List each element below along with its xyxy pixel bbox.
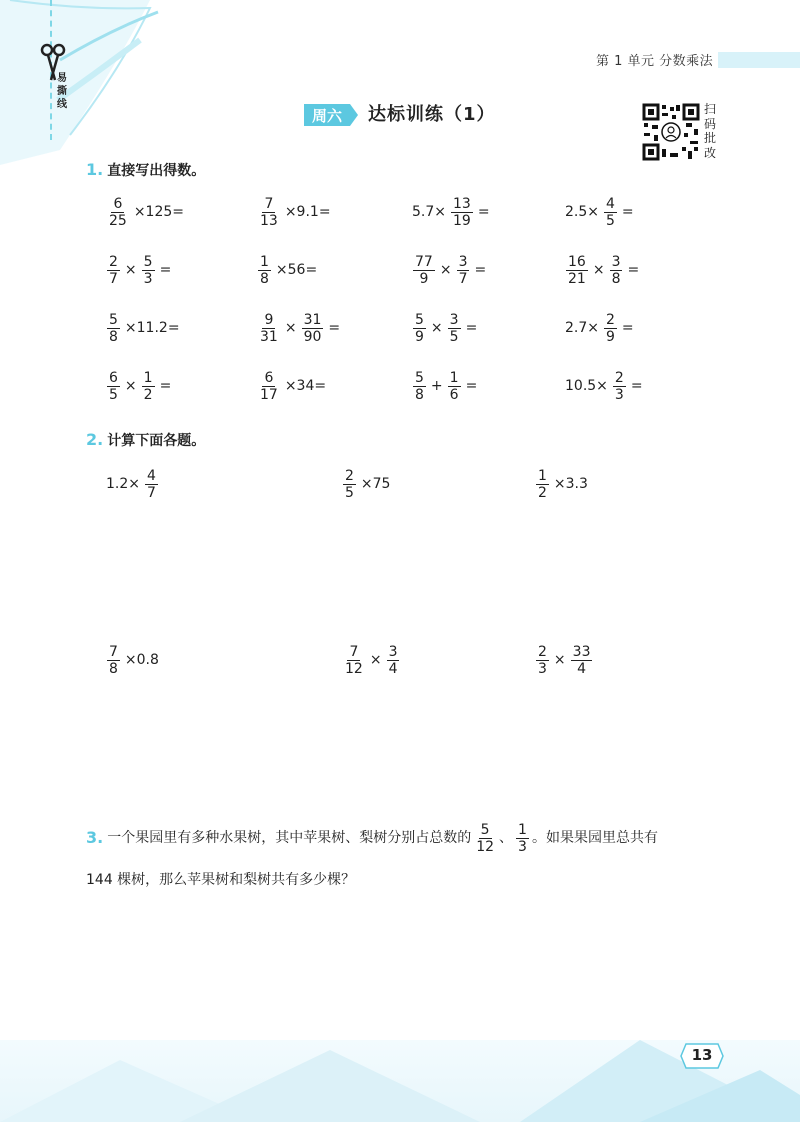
- math-expression: [563, 366, 645, 406]
- expression-text: =: [465, 320, 478, 336]
- math-expression: [533, 464, 590, 504]
- numerator: 7: [349, 643, 359, 660]
- expression-text: =: [465, 378, 478, 394]
- fraction: [536, 468, 549, 501]
- denominator: 5: [606, 212, 615, 229]
- numerator: 33: [572, 643, 591, 660]
- page-title: 达标训练（1）: [368, 104, 496, 125]
- expression-text: =: [621, 320, 634, 336]
- fraction: [448, 312, 461, 345]
- denominator: 9: [415, 328, 424, 345]
- expression-text: ×11.2=: [124, 320, 180, 336]
- fraction: [604, 312, 617, 345]
- fraction: [457, 254, 470, 287]
- fraction: [448, 370, 461, 403]
- expression-text: ×: [592, 262, 605, 278]
- fraction: [387, 644, 400, 677]
- denominator: 9: [606, 328, 615, 345]
- numerator: 16: [568, 253, 586, 270]
- denominator: 8: [611, 270, 621, 287]
- denominator: 9: [419, 270, 429, 287]
- problem-text: 。如果果园里总共有: [531, 830, 658, 846]
- expression-text: =: [630, 378, 643, 394]
- denominator: 12: [476, 838, 495, 855]
- denominator: 7: [458, 270, 468, 287]
- math-expression: [104, 640, 161, 680]
- numerator: 31: [303, 311, 322, 328]
- numerator: 2: [538, 643, 547, 660]
- day-badge-label: 周六: [312, 107, 343, 125]
- fraction: [258, 254, 271, 287]
- numerator: 2: [109, 253, 118, 270]
- page-number: 13: [691, 1046, 713, 1064]
- expression-text: ×75: [360, 476, 391, 492]
- fraction: [613, 370, 626, 403]
- numerator: 6: [113, 195, 123, 212]
- numerator: 4: [606, 195, 615, 212]
- denominator: 8: [260, 270, 269, 287]
- fraction: [258, 196, 280, 229]
- section-heading-text: 计算下面各题。: [107, 433, 206, 449]
- numerator: 9: [264, 311, 274, 328]
- denominator: 4: [577, 660, 587, 677]
- numerator: 2: [614, 369, 624, 386]
- numerator: 2: [606, 311, 615, 328]
- expression-text: =: [477, 204, 490, 220]
- expression-text: ×: [369, 652, 382, 668]
- math-expression: [340, 464, 392, 504]
- qr-code-icon[interactable]: [642, 103, 700, 161]
- math-expression: [410, 308, 479, 348]
- expression-text: =: [627, 262, 640, 278]
- expression-text: 5.7×: [412, 204, 446, 220]
- numerator: 4: [147, 467, 156, 484]
- denominator: 3: [538, 660, 547, 677]
- numerator: 5: [415, 311, 424, 328]
- numerator: 5: [480, 821, 490, 838]
- fraction: [474, 822, 496, 855]
- numerator: 2: [345, 467, 354, 484]
- denominator: 19: [453, 212, 471, 229]
- fraction: [107, 254, 120, 287]
- fraction: [107, 196, 129, 229]
- section-number: 1.: [86, 160, 104, 179]
- denominator: 7: [109, 270, 118, 287]
- math-expression: [255, 250, 319, 290]
- numerator: 1: [260, 253, 269, 270]
- expression-text: 10.5×: [565, 378, 608, 394]
- denominator: 12: [345, 660, 363, 677]
- math-expression: [104, 250, 173, 290]
- corner-decoration: [0, 0, 170, 170]
- section-2-heading: [86, 430, 205, 450]
- fraction: [258, 312, 280, 345]
- denominator: 5: [109, 386, 118, 403]
- expression-text: =: [621, 204, 634, 220]
- math-expression: [104, 308, 182, 348]
- expression-text: ×0.8: [124, 652, 159, 668]
- word-problem-line-1: [86, 820, 726, 856]
- denominator: 90: [303, 328, 322, 345]
- expression-text: =: [159, 262, 172, 278]
- fraction: [516, 822, 529, 855]
- denominator: 17: [260, 386, 278, 403]
- expression-text: ×: [439, 262, 452, 278]
- math-expression: [255, 308, 342, 348]
- denominator: 5: [449, 328, 459, 345]
- fraction: [142, 370, 155, 403]
- math-expression: [563, 250, 641, 290]
- fraction: [145, 468, 158, 501]
- tear-line-label: 易撕线: [57, 73, 67, 110]
- fraction: [413, 312, 426, 345]
- problem-text: 一个果园里有多种水果树，其中苹果树、梨树分别占总数的: [107, 830, 472, 846]
- math-expression: [104, 366, 173, 406]
- day-badge: [304, 104, 358, 126]
- expression-text: ×56=: [275, 262, 318, 278]
- denominator: 8: [109, 660, 118, 677]
- expression-text: ×: [124, 262, 137, 278]
- qr-caption: 扫码批改: [704, 102, 717, 160]
- expression-text: ×9.1=: [284, 204, 331, 220]
- numerator: 1: [518, 821, 527, 838]
- word-problem-line-2: 144 棵树，那么苹果树和梨树共有多少棵？: [86, 872, 356, 888]
- fraction: [413, 254, 435, 287]
- fraction: [610, 254, 623, 287]
- fraction: [413, 370, 426, 403]
- numerator: 1: [143, 369, 153, 386]
- fraction: [107, 644, 120, 677]
- expression-text: ×3.3: [553, 476, 588, 492]
- denominator: 25: [109, 212, 127, 229]
- denominator: 5: [345, 484, 354, 501]
- fraction: [343, 468, 356, 501]
- numerator: 13: [453, 195, 471, 212]
- fraction: [142, 254, 155, 287]
- denominator: 2: [143, 386, 153, 403]
- expression-text: ×: [284, 320, 297, 336]
- denominator: 4: [388, 660, 398, 677]
- denominator: 21: [568, 270, 586, 287]
- numerator: 77: [415, 253, 433, 270]
- denominator: 3: [143, 270, 153, 287]
- math-expression: [340, 640, 402, 680]
- fraction: [302, 312, 324, 345]
- denominator: 2: [538, 484, 547, 501]
- expression-text: 2.5×: [565, 204, 599, 220]
- fraction: [343, 644, 365, 677]
- fraction: [536, 644, 549, 677]
- expression-text: 2.7×: [565, 320, 599, 336]
- fraction: [571, 644, 593, 677]
- fraction: [451, 196, 473, 229]
- math-expression: [410, 192, 492, 232]
- math-expression: [563, 192, 636, 232]
- word-problem: [86, 820, 726, 890]
- expression-text: ×34=: [284, 378, 327, 394]
- numerator: 7: [109, 643, 118, 660]
- denominator: 8: [415, 386, 424, 403]
- fraction: [107, 370, 120, 403]
- expression-text: =: [159, 378, 172, 394]
- denominator: 6: [449, 386, 459, 403]
- denominator: 8: [109, 328, 118, 345]
- numerator: 3: [449, 311, 459, 328]
- denominator: 31: [260, 328, 278, 345]
- numerator: 7: [264, 195, 274, 212]
- math-expression: [104, 192, 186, 232]
- numerator: 6: [264, 369, 274, 386]
- expression-text: ×125=: [133, 204, 185, 220]
- numerator: 1: [449, 369, 459, 386]
- numerator: 6: [109, 369, 118, 386]
- math-expression: [410, 366, 479, 406]
- expression-text: ×: [553, 652, 566, 668]
- math-expression: [104, 464, 161, 504]
- math-expression: [533, 640, 595, 680]
- separator: 、: [499, 830, 514, 846]
- expression-text: ×: [124, 378, 137, 394]
- expression-text: ×: [430, 320, 443, 336]
- math-expression: [255, 366, 328, 406]
- numerator: 3: [611, 253, 621, 270]
- fraction: [107, 312, 120, 345]
- fraction: [258, 370, 280, 403]
- denominator: 3: [518, 838, 527, 855]
- section-heading-text: 直接写出得数。: [107, 163, 206, 179]
- section-number: 2.: [86, 430, 104, 449]
- expression-text: =: [474, 262, 487, 278]
- fraction: [566, 254, 588, 287]
- expression-text: +: [430, 378, 443, 394]
- denominator: 13: [260, 212, 278, 229]
- numerator: 5: [415, 369, 424, 386]
- numerator: 1: [538, 467, 547, 484]
- numerator: 3: [458, 253, 468, 270]
- math-expression: [255, 192, 333, 232]
- fraction: [604, 196, 617, 229]
- math-expression: [410, 250, 488, 290]
- numerator: 5: [109, 311, 118, 328]
- expression-text: 1.2×: [106, 476, 140, 492]
- math-expression: [563, 308, 636, 348]
- numerator: 5: [143, 253, 153, 270]
- denominator: 7: [147, 484, 156, 501]
- denominator: 3: [614, 386, 624, 403]
- expression-text: =: [328, 320, 341, 336]
- unit-label: 第 1 单元 分数乘法: [596, 54, 714, 69]
- section-1-heading: [86, 160, 205, 180]
- unit-bar: [718, 52, 800, 68]
- numerator: 3: [388, 643, 398, 660]
- section-number: 3.: [86, 828, 104, 847]
